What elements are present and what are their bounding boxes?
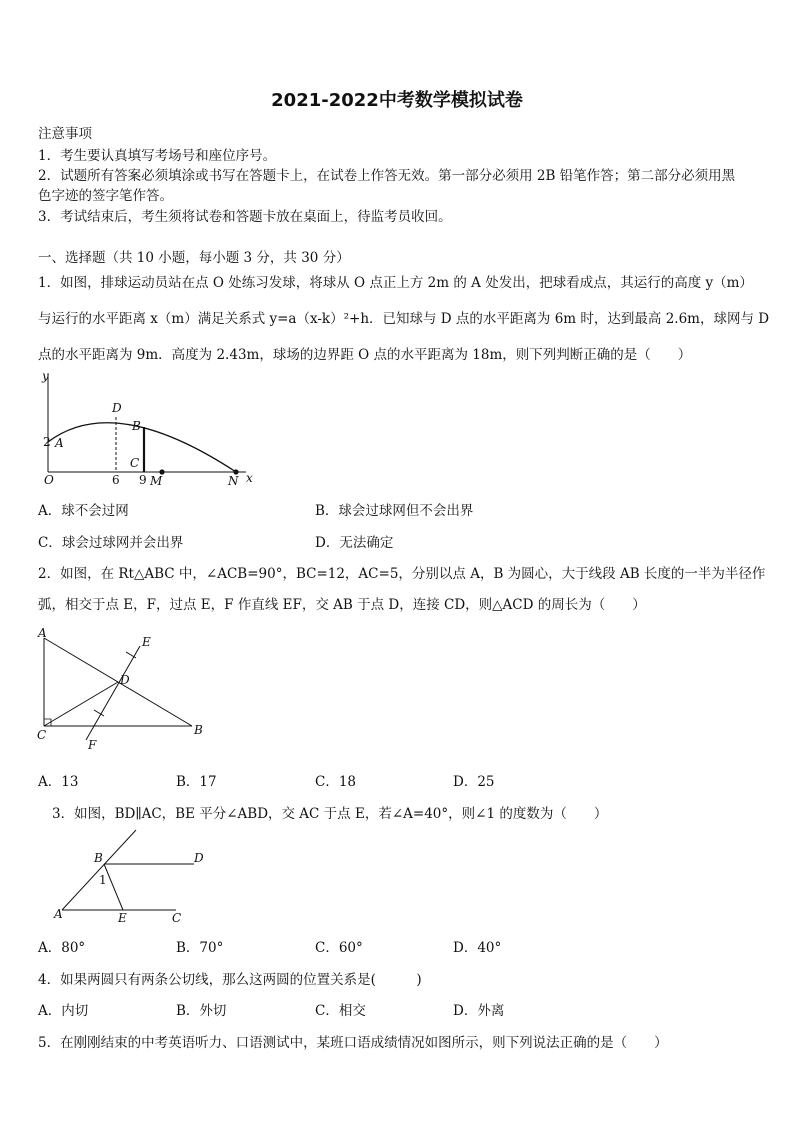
notice-line-3: 3．考试结束后，考生须将试卷和答题卡放在桌面上，待监考员收回。 xyxy=(38,209,452,225)
q1-label-d: D xyxy=(112,401,122,415)
q1-trajectory xyxy=(48,423,236,472)
q2-text-1: 2．如图，在 Rt△ABC 中，∠ACB=90°，BC=12，AC=5，分别以点 A，B 为圆心，大于线段 AB 长度的一半为半径作 xyxy=(38,566,766,582)
q4-option-a[interactable]: A．内切 xyxy=(38,1003,89,1019)
q1-option-a[interactable]: A．球不会过网 xyxy=(38,503,129,519)
q4-option-b[interactable]: B．外切 xyxy=(176,1003,227,1019)
q1-label-m: M xyxy=(150,474,163,488)
q2-option-c[interactable]: C．18 xyxy=(315,774,357,790)
q4-option-d[interactable]: D．外离 xyxy=(453,1003,505,1019)
q1-label-x: x xyxy=(246,471,253,485)
q3-option-d[interactable]: D．40° xyxy=(453,940,502,956)
q3-label-b: B xyxy=(94,851,103,865)
q1-text-2: 与运行的水平距离 x（m）满足关系式 y=a（x-k）²+h．已知球与 D 点的水平距离为 6m 时，达到最高 2.6m，球网与 D xyxy=(38,311,770,327)
q3-option-c[interactable]: C．60° xyxy=(315,940,363,956)
q1-option-c[interactable]: C．球会过球网并会出界 xyxy=(38,535,184,551)
q1-option-b[interactable]: B．球会过球网但不会出界 xyxy=(315,503,474,519)
notice-line-1: 1．考生要认真填写考场号和座位序号。 xyxy=(38,148,277,164)
q3-label-d: D xyxy=(194,851,204,865)
q1-label-two: 2 xyxy=(43,435,51,449)
q1-figure xyxy=(38,368,258,490)
q5-text-1: 5．在刚刚结束的中考英语听力、口语测试中，某班口语成绩情况如图所示，则下列说法正确的是（ ） xyxy=(38,1035,668,1051)
q3-transversal xyxy=(62,830,136,910)
q3-option-a[interactable]: A．80° xyxy=(38,940,86,956)
q2-option-d[interactable]: D．25 xyxy=(453,774,495,790)
q1-option-d[interactable]: D．无法确定 xyxy=(315,535,394,551)
q2-label-a: A xyxy=(38,626,47,640)
notice-line-2-cont: 色字迹的签字笔作答。 xyxy=(38,188,173,204)
q3-label-1: 1 xyxy=(99,873,107,887)
q1-label-b: B xyxy=(132,419,141,433)
notice-line-2: 2．试题所有答案必须填涂或书写在答题卡上，在试卷上作答无效。第一部分必须用 2B 铅笔作答；第二部分必须用黑 xyxy=(38,168,736,184)
q2-label-f: F xyxy=(88,738,97,752)
q3-label-e: E xyxy=(118,911,127,925)
q2-figure xyxy=(36,628,216,750)
q3-label-a: A xyxy=(54,907,63,921)
q1-text-1: 1．如图，排球运动员站在点 O 处练习发球，将球从 O 点正上方 2m 的 A 处发出，把球看成点，其运行的高度 y（m） xyxy=(38,275,753,291)
section-heading: 一、选择题（共 10 小题，每小题 3 分，共 30 分） xyxy=(38,250,350,266)
q3-label-c: C xyxy=(172,911,182,925)
q3-figure xyxy=(52,822,212,926)
q2-option-b[interactable]: B．17 xyxy=(176,774,217,790)
q1-label-o: O xyxy=(44,473,54,487)
q3-bisector-be xyxy=(104,864,123,910)
q2-label-e: E xyxy=(142,635,151,649)
page-title: 2021-2022中考数学模拟试卷 xyxy=(271,90,523,111)
q1-label-6: 6 xyxy=(112,473,120,487)
q2-option-a[interactable]: A．13 xyxy=(38,774,79,790)
q4-option-c[interactable]: C．相交 xyxy=(315,1003,366,1019)
q4-text-1: 4．如果两圆只有两条公切线，那么这两圆的位置关系是( ) xyxy=(38,972,422,988)
q2-label-d: D xyxy=(120,673,130,687)
q3-text-1: 3．如图，BD∥AC，BE 平分∠ABD，交 AC 于点 E，若∠A=40°，则∠1 的度数为（ ） xyxy=(52,806,608,822)
q2-label-b: B xyxy=(194,723,203,737)
q1-label-c: C xyxy=(130,456,140,470)
q1-label-9: 9 xyxy=(139,473,147,487)
q2-text-2: 弧，相交于点 E，F，过点 E，F 作直线 EF，交 AB 于点 D，连接 CD，则△ACD 的周长为（ ） xyxy=(38,597,646,613)
q1-text-3: 点的水平距离为 9m．高度为 2.43m，球场的边界距 O 点的水平距离为 18m，则下列判断正确的是（ ） xyxy=(38,347,692,363)
notice-heading: 注意事项 xyxy=(38,126,92,142)
q3-option-b[interactable]: B．70° xyxy=(176,940,224,956)
q2-label-c: C xyxy=(37,728,47,742)
q1-label-a: A xyxy=(55,436,64,450)
q1-label-n: N xyxy=(228,474,239,488)
q1-label-y: y xyxy=(42,369,49,383)
